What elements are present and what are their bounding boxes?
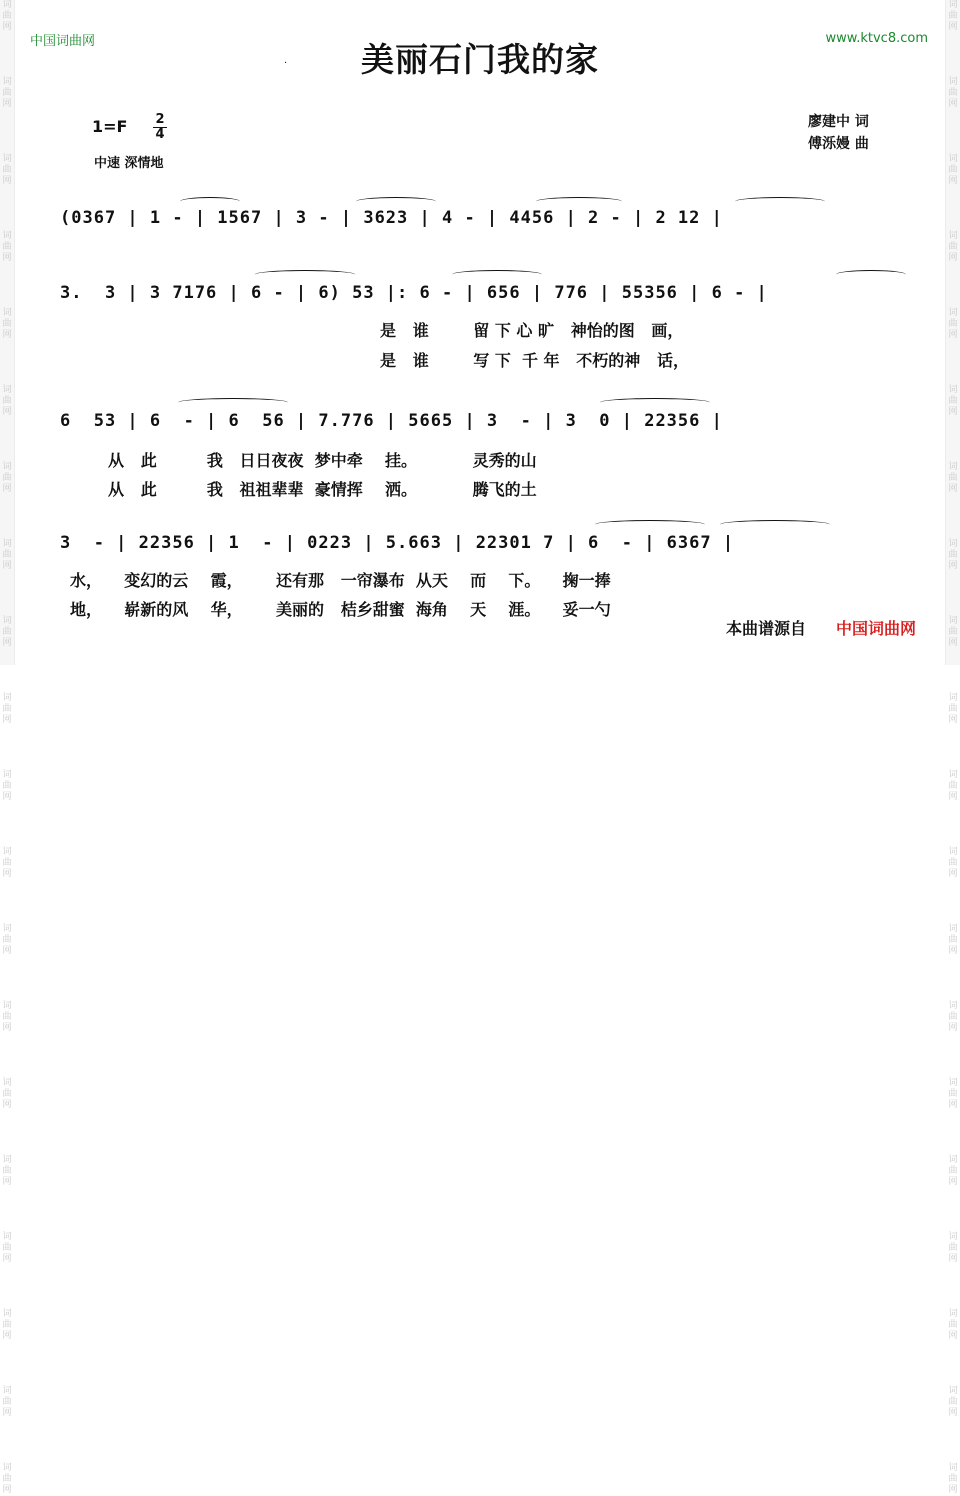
tempo-marking: 中速 深情地 <box>94 156 164 171</box>
notation-line-1: (0367 | 1 - | 1567 | 3 - | 3623 | 4 - | 4456 | 2 - | 2 12 | <box>60 208 723 228</box>
tie-mark <box>255 270 355 279</box>
tie-mark <box>720 520 830 529</box>
lyric-line-3b: 从 此 我 祖祖辈辈 豪情挥 洒。 腾飞的土 <box>108 480 537 499</box>
site-name-link[interactable]: 中国词曲网 <box>30 34 96 49</box>
key-signature: 1=F <box>92 117 128 136</box>
footer-source-text: 本曲谱源自 <box>726 619 807 638</box>
lyric-line-3a: 从 此 我 日日夜夜 梦中牵 挂。 灵秀的山 <box>108 451 537 470</box>
tie-mark <box>452 270 542 279</box>
tie-mark <box>735 197 825 206</box>
tie-mark <box>600 398 710 407</box>
lyricist-credit: 廖建中 词 <box>808 114 869 130</box>
tie-mark <box>536 197 622 206</box>
lyric-line-4b: 地， 崭新的风 华， 美丽的 桔乡甜蜜 海角 天 涯。 妥一勺 <box>70 600 611 619</box>
song-title: 美丽石门我的家 <box>361 40 599 79</box>
lyric-line-2b: 是 谁 写 下 千 年 不朽的神 话， <box>380 351 689 370</box>
tie-mark <box>180 197 240 206</box>
tie-mark <box>836 270 906 279</box>
time-signature <box>150 113 170 142</box>
time-signature-denominator: 4 <box>155 127 165 142</box>
tie-mark <box>178 398 288 407</box>
notation-line-4: 3 - | 22356 | 1 - | 0223 | 5.663 | 22301 7 | 6 - | 6367 | <box>60 533 735 553</box>
footer-site-link[interactable]: 中国词曲网 <box>836 619 917 638</box>
notation-line-2: 3. 3 | 3 7176 | 6 - | 6) 53 |: 6 - | 656 | 776 | 55356 | 6 - | <box>60 283 768 303</box>
right-watermark-strip: 词 曲 网 词 曲 网 词 曲 网 词 曲 网 词 曲 网 词 曲 网 词 曲 网 词 曲 网 词 曲 网 词 曲 网 词 曲 网 词 曲 网 词 曲 网 词 曲 网 词 曲 网 词 曲 网 词 曲 网 词 曲 网 词 曲 网 词 曲 网 <box>945 0 960 665</box>
lyric-line-2a: 是 谁 留 下 心 旷 神怡的图 画， <box>380 321 684 340</box>
site-url-link[interactable]: www.ktvc8.com <box>825 31 928 46</box>
composer-credit: 傅泺嫚 曲 <box>808 136 869 152</box>
tie-mark <box>595 520 705 529</box>
left-watermark-strip: 词 曲 网 词 曲 网 词 曲 网 词 曲 网 词 曲 网 词 曲 网 词 曲 网 词 曲 网 词 曲 网 词 曲 网 词 曲 网 词 曲 网 词 曲 网 词 曲 网 词 曲 网 词 曲 网 词 曲 网 词 曲 网 词 曲 网 词 曲 网 <box>0 0 15 665</box>
title-dot: · <box>284 58 288 69</box>
notation-line-3: 6 53 | 6 - | 6 56 | 7.776 | 5665 | 3 - | 3 0 | 22356 | <box>60 411 723 431</box>
lyric-line-4a: 水， 变幻的云 霞， 还有那 一帘瀑布 从天 而 下。 掬一捧 <box>70 571 611 590</box>
time-signature-numerator: 2 <box>155 112 165 127</box>
tie-mark <box>356 197 436 206</box>
